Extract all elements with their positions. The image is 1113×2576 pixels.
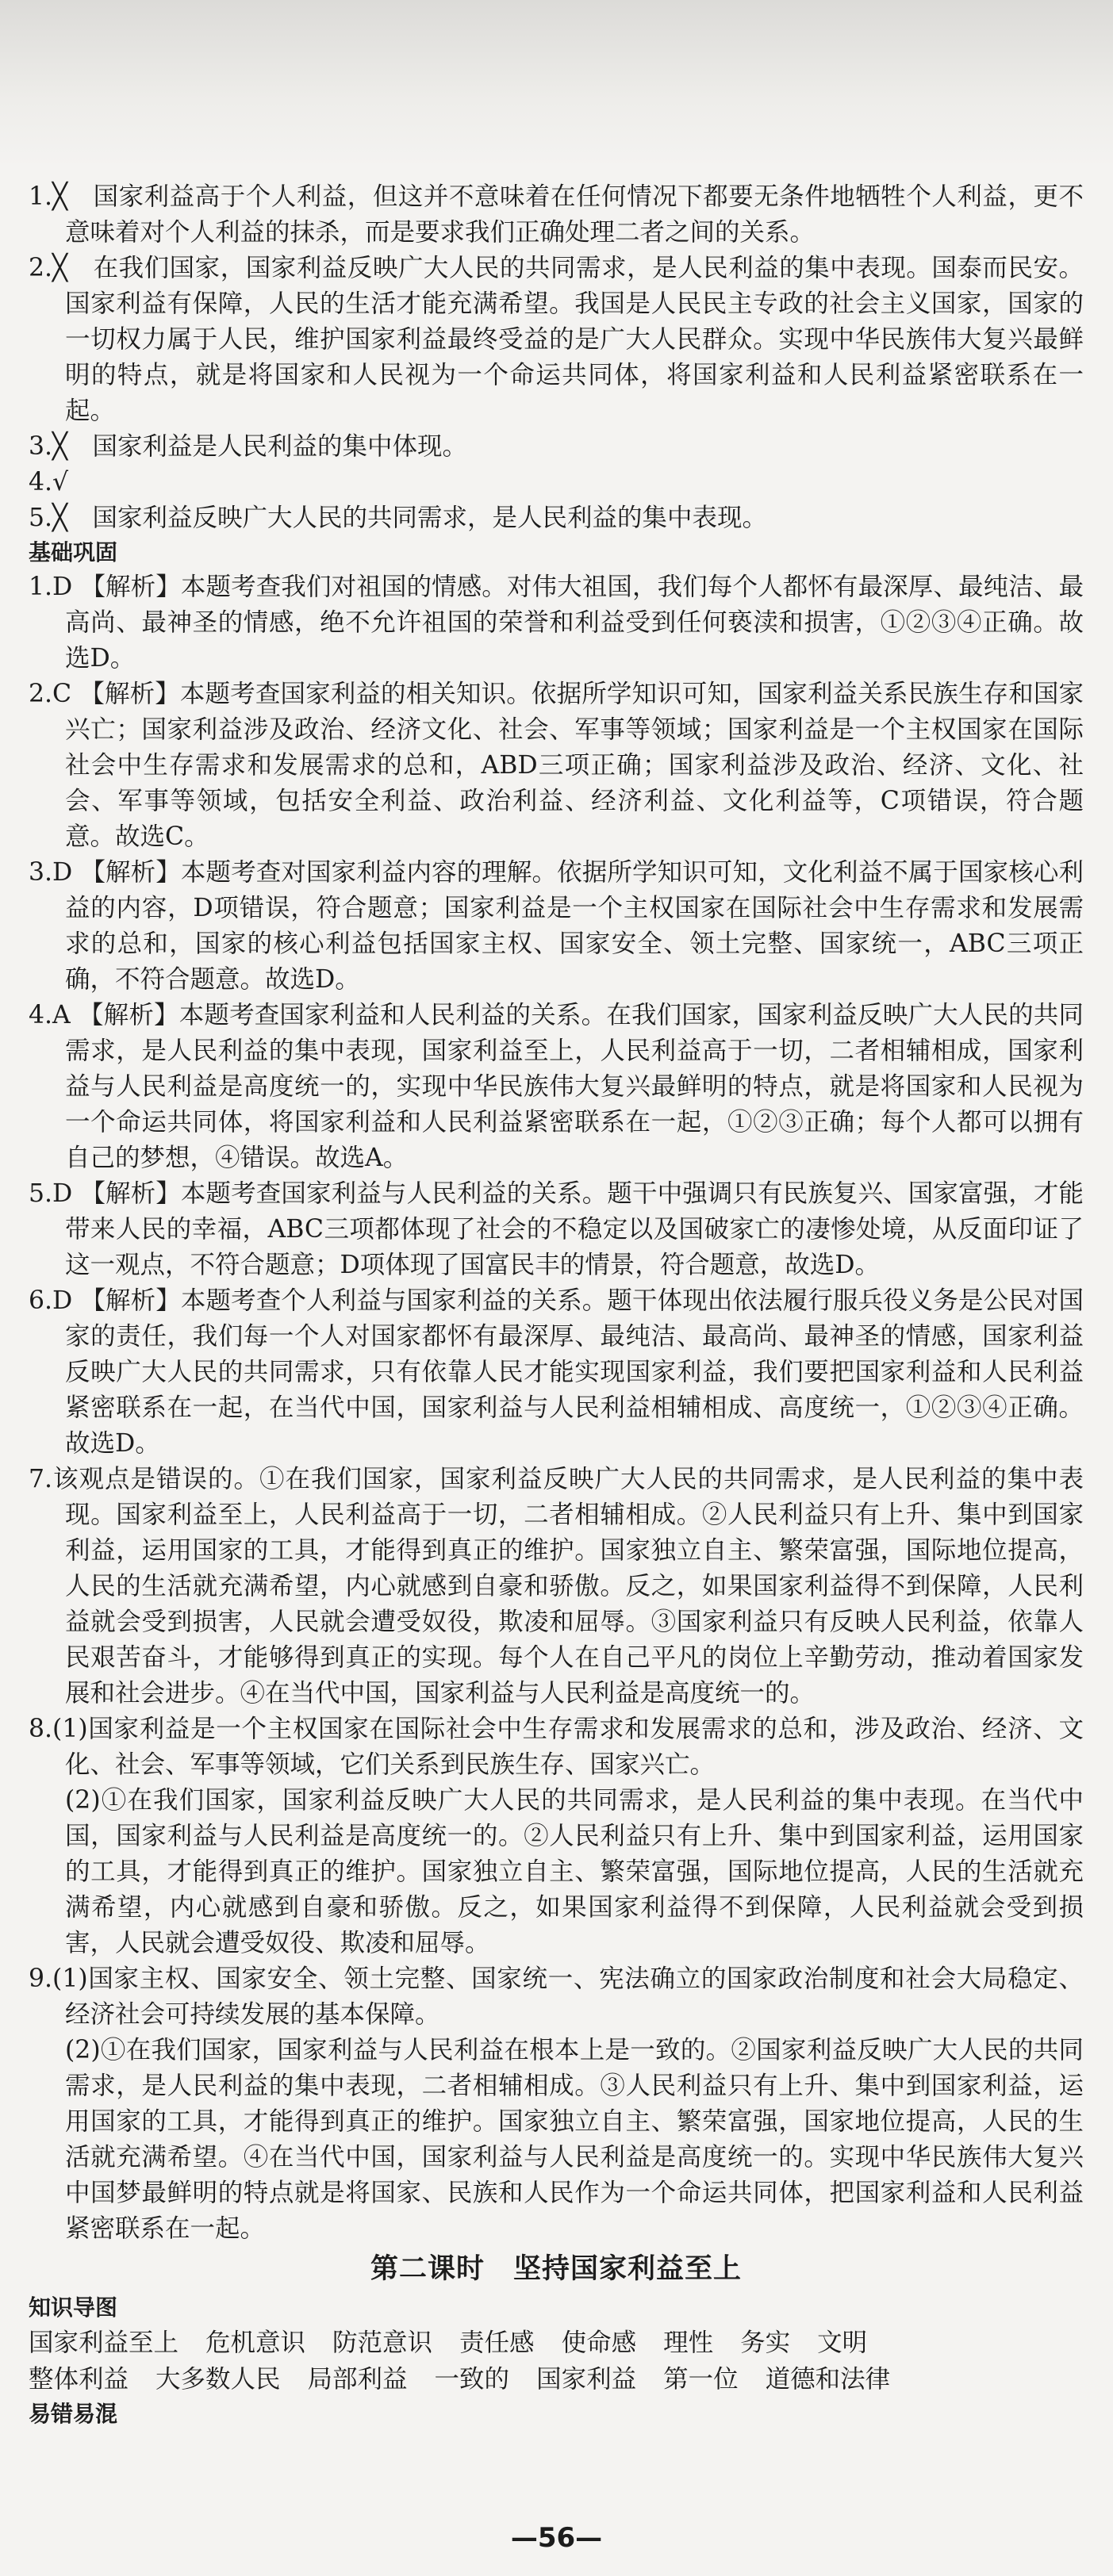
scan-shadow [0,0,1113,167]
judgment-item-4: 4.√ [29,468,69,496]
knowledge-keyword: 危机意识 [205,2329,306,2357]
knowledge-keyword: 文明 [817,2329,868,2357]
answer-content [29,179,1084,2431]
section-heading-common-errors: 易错易混 [29,2401,118,2427]
basic-item-3: 3.D 【解析】本题考查对国家利益内容的理解。依据所学知识可知，文化利益不属于国家核心利益的内容，D项错误，符合题意；国家利益是一个主权国家在国际社会中生存需求和发展需求的总和，国家的核心利益包括国家主权、国家安全、领土完整、国家统一，ABC三项正确，不符合题意。故选D。 [29,858,1084,994]
knowledge-keyword: 整体利益 [29,2365,129,2394]
basic-item-5: 5.D 【解析】本题考查国家利益与人民利益的关系。题干中强调只有民族复兴、国家富强，才能带来人民的幸福，ABC三项都体现了社会的不稳定以及国破家亡的凄惨处境，从反面印证了这一观点，不符合题意；D项体现了国富民丰的情景，符合题意，故选D。 [29,1179,1084,1279]
knowledge-keyword: 大多数人民 [155,2365,281,2394]
knowledge-keyword: 第一位 [663,2365,739,2394]
basic-item-1: 1.D 【解析】本题考查我们对祖国的情感。对伟大祖国，我们每个人都怀有最深厚、最纯洁、最高尚、最神圣的情感，绝不允许祖国的荣誉和利益受到任何亵渎和损害，①②③④正确。故选D。 [29,573,1084,673]
knowledge-keyword: 国家利益 [536,2365,637,2394]
lesson-title: 第二课时 坚持国家利益至上 [370,2253,742,2285]
judgment-answers [29,179,1084,536]
section-heading-basic: 基础巩固 [29,539,118,565]
judgment-item-1: 1.╳ 国家利益高于个人利益，但这并不意味着在任何情况下都要无条件地牺牲个人利益，更不意味着对个人利益的抹杀，而是要求我们正确处理二者之间的关系。 [29,182,1084,247]
answer-item-9-part-1: 9.(1)国家主权、国家安全、领土完整、国家统一、宪法确立的国家政治制度和社会大局稳定、经济社会可持续发展的基本保障。 [29,1965,1084,2029]
basic-item-2: 2.C 【解析】本题考查国家利益的相关知识。依据所学知识可知，国家利益关系民族生存和国家兴亡；国家利益涉及政治、经济文化、社会、军事等领域；国家利益是一个主权国家在国际社会中生存需求和发展需求的总和，ABD三项正确；国家利益涉及政治、经济、文化、社会、军事等领域，包括安全利益、政治利益、经济利益、文化利益等，C项错误，符合题意。故选C。 [29,680,1084,851]
knowledge-map-line-1 [29,2325,1084,2361]
basic-item-4: 4.A 【解析】本题考查国家利益和人民利益的关系。在我们国家，国家利益反映广大人民的共同需求，是人民利益的集中表现，国家利益至上，人民利益高于一切，二者相辅相成，国家利益与人民利益是高度统一的，实现中华民族伟大复兴最鲜明的特点，就是将国家和人民视为一个命运共同体，将国家利益和人民利益紧密联系在一起，①②③正确；每个人都可以拥有自己的梦想，④错误。故选A。 [29,1001,1084,1172]
judgment-item-2: 2.╳ 在我们国家，国家利益反映广大人民的共同需求，是人民利益的集中表现。国泰而民安。国家利益有保障，人民的生活才能充满希望。我国是人民民主专政的社会主义国家，国家的一切权力属于人民，维护国家利益最终受益的是广大人民群众。实现中华民族伟大复兴最鲜明的特点，就是将国家和人民视为一个命运共同体，将国家利益和人民利益紧密联系在一起。 [29,254,1084,425]
knowledge-keyword: 使命感 [561,2329,637,2357]
judgment-item-3: 3.╳ 国家利益是人民利益的集中体现。 [29,432,468,461]
knowledge-keyword: 一致的 [434,2365,510,2394]
knowledge-keyword: 理性 [663,2329,714,2357]
knowledge-keyword: 局部利益 [307,2365,408,2394]
basic-answers [29,569,1084,1783]
basic-item-8: 8.(1)国家利益是一个主权国家在国际社会中生存需求和发展需求的总和，涉及政治、经济、文化、社会、军事等领域，它们关系到民族生存、国家兴亡。 [29,1715,1084,1779]
basic-item-7: 7.该观点是错误的。①在我们国家，国家利益反映广大人民的共同需求，是人民利益的集中表现。国家利益至上，人民利益高于一切，二者相辅相成。②人民利益只有上升、集中到国家利益，运用国家的工具，才能得到真正的维护。国家独立自主、繁荣富强，国际地位提高，人民的生活就充满希望，内心就感到自豪和骄傲。反之，如果国家利益得不到保障，人民利益就会受到损害，人民就会遭受奴役，欺凌和屈辱。③国家利益只有反映人民利益，依靠人民艰苦奋斗，才能够得到真正的实现。每个人在自己平凡的岗位上辛勤劳动，推动着国家发展和社会进步。④在当代中国，国家利益与人民利益是高度统一的。 [29,1465,1084,1708]
knowledge-keyword: 务实 [740,2329,791,2357]
judgment-item-5: 5.╳ 国家利益反映广大人民的共同需求，是人民利益的集中表现。 [29,504,768,532]
knowledge-keyword: 道德和法律 [765,2365,891,2394]
section-heading-knowledge-map: 知识导图 [29,2294,118,2321]
knowledge-keyword: 国家利益至上 [29,2329,179,2357]
page-number: —56— [510,2522,603,2554]
answer-item-8-part-2: (2)①在我们国家，国家利益反映广大人民的共同需求，是人民利益的集中表现。在当代中国，国家利益与人民利益是高度统一的。②人民利益只有上升、集中到国家利益，运用国家的工具，才能得到真正的维护。国家独立自主、繁荣富强，国际地位提高，人民的生活就充满希望，内心就感到自豪和骄傲。反之，如果国家利益得不到保障，人民利益就会受到损害，人民就会遭受奴役、欺凌和屈辱。 [65,1786,1084,1957]
knowledge-keyword: 防范意识 [332,2329,433,2357]
answer-item-9-part-2: (2)①在我们国家，国家利益与人民利益在根本上是一致的。②国家利益反映广大人民的共同需求，是人民利益的集中表现，二者相辅相成。③人民利益只有上升、集中到国家利益，运用国家的工具，才能得到真正的维护。国家独立自主、繁荣富强，国家地位提高，人民的生活就充满希望。④在当代中国，国家利益与人民利益是高度统一的。实现中华民族伟大复兴中国梦最鲜明的特点就是将国家、民族和人民作为一个命运共同体，把国家利益和人民利益紧密联系在一起。 [65,2036,1084,2243]
knowledge-map-line-2 [29,2361,1084,2398]
basic-item-6: 6.D 【解析】本题考查个人利益与国家利益的关系。题干体现出依法履行服兵役义务是公民对国家的责任，我们每一个人对国家都怀有最深厚、最纯洁、最高尚、最神圣的情感，国家利益反映广大人民的共同需求，只有依靠人民才能实现国家利益，我们要把国家利益和人民利益紧密联系在一起，在当代中国，国家利益与人民利益相辅相成、高度统一，①②③④正确。故选D。 [29,1286,1084,1458]
knowledge-keyword: 责任感 [459,2329,535,2357]
